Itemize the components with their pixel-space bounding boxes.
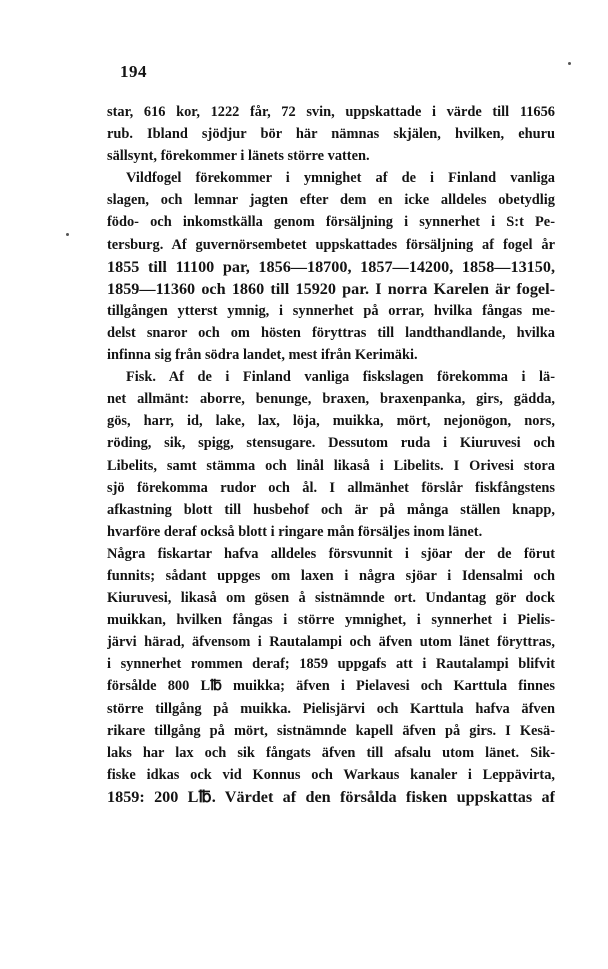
margin-speck-left xyxy=(66,233,69,236)
text-line: större tillgång på muikka. Pielisjärvi och Karttula hafva äfven xyxy=(107,700,555,717)
text-line: sällsynt, förekommer i länets större vatten. xyxy=(107,148,370,165)
text-line: Kiuruvesi, likaså om gösen å sistnämnde ort. Undantag gör dock xyxy=(107,590,555,607)
text-line: 1859—11360 och 1860 till 15920 par. I norra Karelen är fogel- xyxy=(107,279,555,298)
text-line: i synnerhet rommen deraf; 1859 uppgafs att i Rautalampi blifvit xyxy=(107,656,555,673)
text-line: försålde 800 L℔ muikka; äfven i Pielavesi och Karttula finnes xyxy=(107,678,555,695)
text-line: tersburg. Af guvernörsembetet uppskattades försäljning af fogel år xyxy=(107,236,555,253)
body-text xyxy=(107,101,555,808)
text-line: funnits; sådant uppges om laxen i några sjöar i Idensalmi och xyxy=(107,567,555,584)
text-line: röding, sik, spigg, stensugare. Dessutom ruda i Kiuruvesi och xyxy=(107,435,555,452)
text-line: net allmänt: aborre, benunge, braxen, braxenpanka, girs, gädda, xyxy=(107,391,555,408)
text-line: rikare tillgång på mört, sistnämnde kapell äfven på girs. I Kesä- xyxy=(107,722,555,739)
margin-speck-top-right xyxy=(568,62,571,65)
text-line: Fisk. Af de i Finland vanliga fiskslagen förekomma i lä- xyxy=(126,369,555,386)
text-line: delst snaror och om hösten föryttras till landthandlande, hvilka xyxy=(107,324,555,341)
text-line: slagen, och lemnar jagten efter dem en icke alldeles obetydlig xyxy=(107,192,555,209)
text-line: Några fiskartar hafva alldeles försvunnit i sjöar der de förut xyxy=(107,545,555,562)
text-line: tillgången ytterst ymnig, i synnerhet på orrar, hvilka fångas me- xyxy=(107,302,555,319)
page-number: 194 xyxy=(120,62,147,81)
text-line: Libelits, samt stämma och linål likaså i Libelits. I Orivesi stora xyxy=(107,457,555,474)
text-line: järvi härad, äfvensom i Rautalampi och äfven utom länet föryttras, xyxy=(107,634,555,651)
text-line: sjö förekomma rudor och ål. I allmänhet förslår fiskfångstens xyxy=(107,479,555,496)
text-line: fiske idkas ock vid Konnus och Warkaus kanaler i Leppävirta, xyxy=(107,766,555,783)
text-line: rub. Ibland sjödjur bör här nämnas skjälen, hvilken, ehuru xyxy=(107,126,555,143)
text-line: laks har lax och sik fångats äfven till afsalu utom länet. Sik- xyxy=(107,744,555,761)
text-line: födo- och inkomstkälla genom försäljning i synnerhet i S:t Pe- xyxy=(107,214,555,231)
text-line: muikkan, hvilken fångas i större ymnighet, i synnerhet i Pielis- xyxy=(107,612,555,629)
text-line: star, 616 kor, 1222 får, 72 svin, uppskattade i värde till 11656 xyxy=(107,104,555,120)
text-line: afkastning blott till husbehof och är på många ställen knapp, xyxy=(107,501,555,518)
text-line: 1855 till 11100 par, 1856—18700, 1857—14200, 1858—13150, xyxy=(107,257,555,276)
text-line: gös, harr, id, lake, lax, löja, muikka, mört, nejonögon, nors, xyxy=(107,413,555,430)
text-line: Vildfogel förekommer i ymnighet af de i Finland vanliga xyxy=(126,170,555,187)
text-line: 1859: 200 L℔. Värdet af den försålda fisken uppskattas af xyxy=(107,787,555,806)
text-line: hvarföre deraf också blott i ringare mån försäljes inom länet. xyxy=(107,523,483,540)
text-line: infinna sig från södra landet, mest ifrån Kerimäki. xyxy=(107,347,418,364)
